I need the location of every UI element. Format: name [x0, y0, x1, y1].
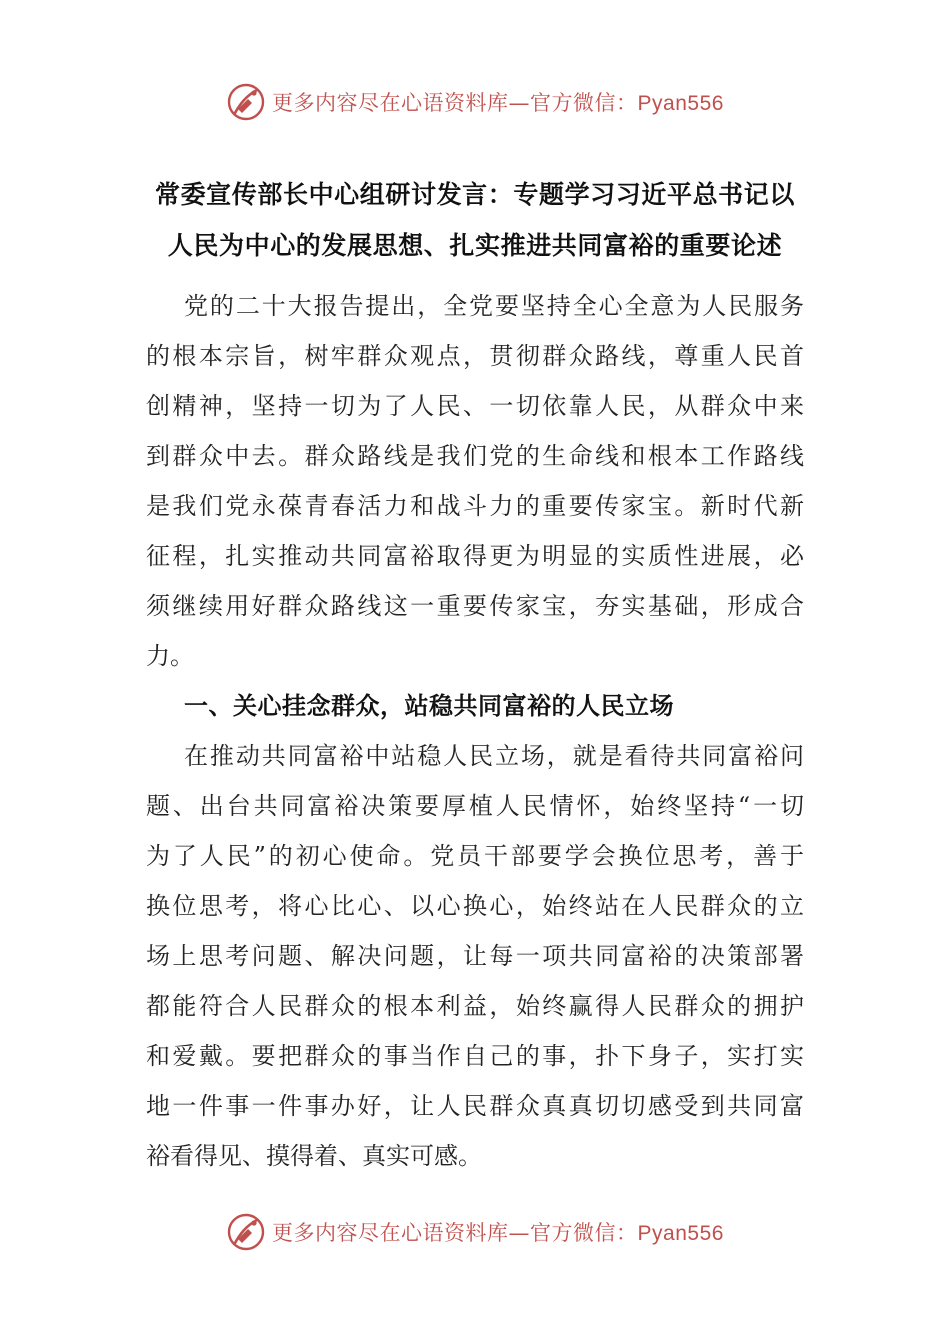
pen-logo-icon [226, 1212, 266, 1252]
watermark-text: 更多内容尽在心语资料库—官方微信： [272, 1221, 638, 1245]
paragraph-2-line: 裕看得见、摸得着、真实可感。 [146, 1142, 482, 1170]
paragraph-1-line: 征程，扎实推动共同富裕取得更为明显的实质性进展，必 [146, 542, 804, 570]
document-title-line-2: 人民为中心的发展思想、扎实推进共同富裕的重要论述 [167, 231, 783, 260]
paragraph-1-line: 到群众中去。群众路线是我们党的生命线和根本工作路线 [146, 442, 804, 470]
paragraph-2-line: 都能符合人民群众的根本利益，始终赢得人民群众的拥护 [146, 992, 804, 1020]
paragraph-2-line: 地一件事一件事办好，让人民群众真真切切感受到共同富 [146, 1092, 804, 1120]
watermark-wechat-id: Pyan556 [637, 1222, 724, 1245]
paragraph-2-line: 换位思考，将心比心、以心换心，始终站在人民群众的立 [146, 892, 804, 920]
header-watermark [0, 80, 950, 124]
watermark-wechat-id: Pyan556 [637, 92, 724, 115]
document-title-line-1: 常委宣传部长中心组研讨发言：专题学习习近平总书记以 [154, 180, 795, 209]
paragraph-2-line: 在推动共同富裕中站稳人民立场，就是看待共同富裕问 [184, 742, 804, 770]
footer-watermark [0, 1210, 950, 1254]
paragraph-1-line: 力。 [146, 642, 194, 670]
paragraph-1-line: 党的二十大报告提出，全党要坚持全心全意为人民服务 [184, 292, 804, 320]
paragraph-1-line: 的根本宗旨，树牢群众观点，贯彻群众路线，尊重人民首 [146, 342, 804, 370]
paragraph-2-line: 场上思考问题、解决问题，让每一项共同富裕的决策部署 [146, 942, 804, 970]
paragraph-1-line: 是我们党永葆青春活力和战斗力的重要传家宝。新时代新 [146, 492, 804, 520]
paragraph-1-line: 创精神，坚持一切为了人民、一切依靠人民，从群众中来 [146, 392, 804, 420]
paragraph-2-line: 题、出台共同富裕决策要厚植人民情怀，始终坚持“一切 [146, 792, 804, 820]
paragraph-1-line: 须继续用好群众路线这一重要传家宝，夯实基础，形成合 [146, 592, 804, 620]
pen-logo-icon [226, 82, 266, 122]
paragraph-2-line: 和爱戴。要把群众的事当作自己的事，扑下身子，实打实 [146, 1042, 804, 1070]
watermark-text: 更多内容尽在心语资料库—官方微信： [272, 91, 638, 115]
section-1-heading: 一、关心挂念群众，站稳共同富裕的人民立场 [184, 692, 674, 720]
paragraph-2-line: 为了人民”的初心使命。党员干部要学会换位思考，善于 [146, 842, 804, 870]
